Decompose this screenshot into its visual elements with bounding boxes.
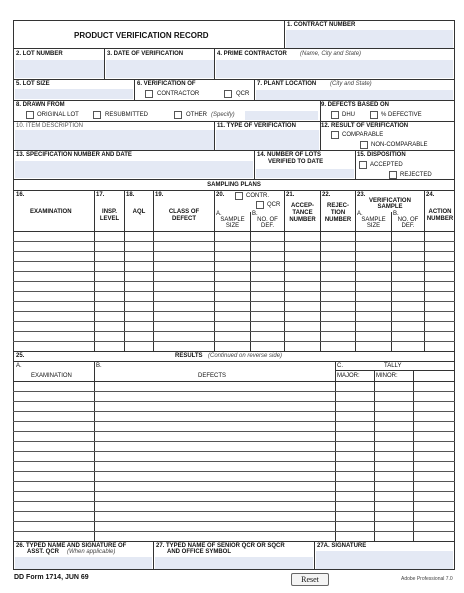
table-row (13, 321, 455, 322)
lots-verified-label-1: 14. NUMBER OF LOTS (257, 152, 322, 158)
form-number-footer: DD Form 1714, JUN 69 (14, 574, 89, 581)
col22-header-2: TION (330, 210, 346, 216)
percent-defective-label: % DEFECTIVE (381, 112, 422, 118)
col20-nodef-2: DEF. (260, 223, 274, 229)
box26-label-2: ASST. QCR (27, 549, 60, 555)
res-major-header: MAJOR: (337, 373, 360, 379)
res-minor-header: MINOR: (376, 373, 398, 379)
table-row (13, 401, 455, 402)
drawn-from-label: 8. DRAWN FROM (16, 102, 65, 108)
col23-header-1: VERIFICATION (369, 198, 411, 204)
resubmitted-label: RESUBMITTED (105, 112, 149, 118)
table-row (13, 261, 455, 262)
prime-contractor-label: 4. PRIME CONTRACTOR (217, 51, 287, 57)
contr-checkbox[interactable] (235, 192, 243, 200)
table-row (13, 431, 455, 432)
reset-button[interactable]: Reset (291, 573, 329, 586)
table-row (13, 521, 455, 522)
col23-b: B. (393, 211, 399, 217)
box26-label-1: 26. TYPED NAME AND SIGNATURE OF (16, 543, 127, 549)
col-examination-header: EXAMINATION (30, 209, 72, 215)
table-row (13, 441, 455, 442)
table-row (13, 241, 455, 242)
table-row (13, 341, 455, 342)
defects-based-on-label: 9. DEFECTS BASED ON (321, 102, 390, 108)
sampling-plans-heading: SAMPLING PLANS (207, 182, 261, 188)
col-class-header-1: CLASS OF (168, 209, 200, 215)
signature-field[interactable] (316, 551, 453, 569)
col23-nodef-1: NO. OF (397, 217, 419, 223)
table-row (13, 511, 455, 512)
contractor-checkbox[interactable] (145, 90, 153, 98)
disposition-label: 15. DISPOSITION (357, 152, 406, 158)
col20-sample-2: SIZE (225, 223, 240, 229)
item-description-label: 10. ITEM DESCRIPTION (16, 123, 84, 129)
box27-label-2: AND OFFICE SYMBOL (167, 549, 231, 555)
qcr-plan-checkbox[interactable] (256, 201, 264, 209)
results-hint: (Continued on reverse side) (208, 353, 283, 359)
col21-header-2: TANCE (292, 210, 313, 216)
qcr-plan-label: QCR (267, 202, 281, 208)
contractor-option-label: CONTRACTOR (157, 91, 200, 97)
original-lot-checkbox[interactable] (26, 111, 34, 119)
qcr-checkbox[interactable] (224, 90, 232, 98)
non-comparable-checkbox[interactable] (360, 141, 368, 149)
senior-qcr-field[interactable] (155, 557, 313, 569)
table-row (13, 471, 455, 472)
col20-a: A. (216, 211, 222, 217)
res-b: B. (96, 363, 102, 369)
contr-label: CONTR. (246, 193, 269, 199)
dhu-checkbox[interactable] (331, 111, 339, 119)
other-label: OTHER (186, 112, 207, 118)
non-comparable-label: NON-COMPARABLE (371, 142, 428, 148)
type-of-verification-label: 11. TYPE OF VERIFICATION (217, 123, 296, 129)
col-class-header-2: DEFECT (172, 216, 196, 222)
col22-number: 22. (322, 192, 331, 198)
plant-location-label: 7. PLANT LOCATION (257, 81, 317, 87)
table-row (13, 391, 455, 392)
col18-number: 18. (126, 192, 135, 198)
col23-number: 23. (357, 192, 366, 198)
col21-header-1: ACCEP- (290, 203, 314, 209)
comparable-checkbox[interactable] (331, 131, 339, 139)
table-row (13, 461, 455, 462)
rejected-checkbox[interactable] (389, 171, 397, 179)
table-row (13, 271, 455, 272)
col22-header-1: REJEC- (326, 203, 349, 209)
table-row (13, 481, 455, 482)
table-row (13, 251, 455, 252)
col23-a: A. (357, 211, 363, 217)
col20-b: B. (252, 211, 258, 217)
col20-nodef-1: NO. OF (257, 217, 278, 223)
rejected-label: REJECTED (400, 172, 432, 178)
table-row (13, 531, 455, 532)
assistant-qcr-field[interactable] (15, 557, 152, 569)
accepted-checkbox[interactable] (359, 161, 367, 169)
table-row (13, 331, 455, 332)
res-tally-header: TALLY (384, 363, 402, 369)
res-c: C. (337, 363, 343, 369)
table-row (13, 421, 455, 422)
col23-nodef-2: DEF. (401, 223, 415, 229)
res-a: A. (16, 363, 22, 369)
table-row (13, 411, 455, 412)
software-footer: Adobe Professional 7.0 (401, 576, 453, 582)
lot-number-label: 2. LOT NUMBER (16, 51, 63, 57)
col19-number: 19. (155, 192, 164, 198)
table-row (13, 501, 455, 502)
col20-number: 20. (216, 192, 225, 198)
col16-number: 16. (16, 192, 25, 198)
box27-label-1: 27. TYPED NAME OF SENIOR QCR OR SQCR (156, 543, 285, 549)
comparable-label: COMPARABLE (342, 132, 384, 138)
specification-label: 13. SPECIFICATION NUMBER AND DATE (16, 152, 132, 158)
col23-header-2: SAMPLE (377, 204, 403, 210)
table-row (13, 281, 455, 282)
lots-verified-label-2: VERIFIED TO DATE (268, 159, 324, 165)
dhu-label: DHU (342, 112, 355, 118)
prime-contractor-hint: (Name, City and State) (300, 51, 362, 57)
other-hint: (Specify) (211, 112, 235, 118)
col17-number: 17. (96, 192, 105, 198)
col23-sample-2: SIZE (366, 223, 381, 229)
box27a-label: 27A. SIGNATURE (317, 543, 367, 549)
col21-header-3: NUMBER (289, 217, 316, 223)
col24-number: 24. (426, 192, 435, 198)
contract-number-label: 1. CONTRACT NUMBER (287, 22, 356, 28)
box25-number: 25. (16, 353, 25, 359)
table-row (13, 491, 455, 492)
col20-sample-1: SAMPLE (220, 217, 245, 223)
col22-header-3: NUMBER (324, 217, 352, 223)
table-row (13, 301, 455, 302)
table-row (13, 311, 455, 312)
col-insp-header-1: INSP. (102, 209, 117, 215)
original-lot-label: ORIGINAL LOT (37, 112, 79, 118)
col23-sample-1: SAMPLE (361, 217, 386, 223)
res-defects-header: DEFECTS (198, 373, 227, 379)
form-title: PRODUCT VERIFICATION RECORD (74, 31, 209, 40)
resubmitted-checkbox[interactable] (93, 111, 101, 119)
table-row (13, 451, 455, 452)
res-examination-header: EXAMINATION (31, 373, 72, 379)
results-heading: RESULTS (175, 353, 203, 359)
col21-number: 21. (286, 192, 295, 198)
plant-location-hint: (City and State) (330, 81, 372, 87)
lot-size-label: 5. LOT SIZE (16, 81, 50, 87)
box26-hint: (When applicable) (67, 549, 116, 555)
other-checkbox[interactable] (174, 111, 182, 119)
col24-header-2: NUMBER (426, 216, 454, 222)
accepted-label: ACCEPTED (370, 162, 403, 168)
col-aql-header: AQL (132, 209, 146, 215)
verification-date-label: 3. DATE OF VERIFICATION (107, 51, 184, 57)
percent-defective-checkbox[interactable] (370, 111, 378, 119)
table-row (13, 291, 455, 292)
result-of-verification-label: 12. RESULT OF VERIFICATION (321, 123, 409, 129)
col-insp-header-2: LEVEL (99, 216, 120, 222)
col24-header-1: ACTION (428, 209, 452, 215)
verification-of-label: 6. VERIFICATION OF (137, 81, 196, 87)
qcr-option-label: QCR (236, 91, 250, 97)
